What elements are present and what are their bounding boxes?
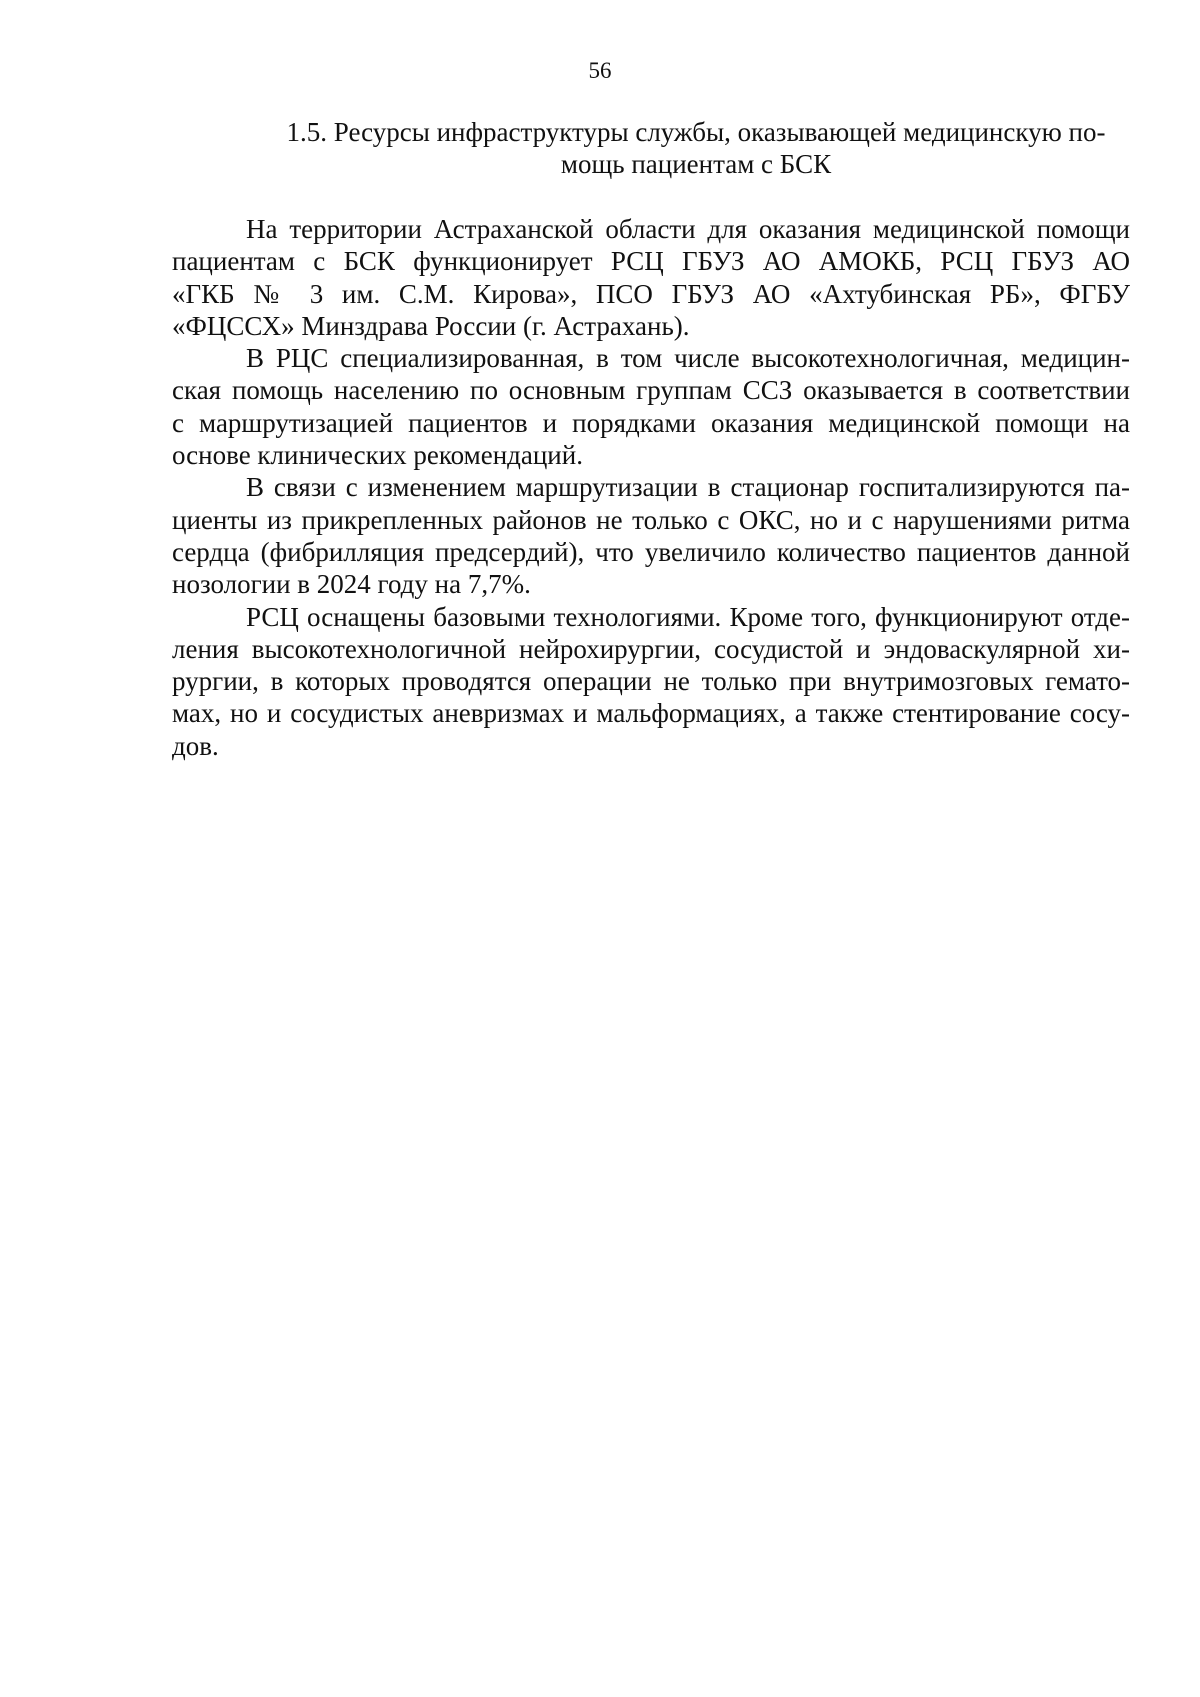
text-line: с маршрутизацией пациентов и порядками оказания медицинской помощи на <box>172 407 1130 438</box>
paragraph <box>172 213 1130 342</box>
text-line: нозологии в 2024 году на 7,7%. <box>172 569 531 600</box>
text-line: ления высокотехнологичной нейрохирургии, сосудистой и эндоваскулярной хи- <box>172 633 1130 664</box>
text-line: рургии, в которых проводятся операции не только при внутримозговых гемато- <box>172 666 1130 697</box>
section-heading-line: 1.5. Ресурсы инфраструктуры службы, оказывающей медицинскую по- <box>286 117 1106 147</box>
text-line: «ГКБ № 3 им. С.М. Кирова», ПСО ГБУЗ АО «Ахтубинская РБ», ФГБУ <box>172 278 1130 309</box>
text-line: циенты из прикрепленных районов не только с ОКС, но и с нарушениями ритма <box>172 504 1130 535</box>
text-line: ская помощь населению по основным группам ССЗ оказывается в соответствии <box>172 375 1130 406</box>
text-line: основе клинических рекомендаций. <box>172 440 583 471</box>
text-line: На территории Астраханской области для оказания медицинской помощи <box>246 214 1130 244</box>
text-line: дов. <box>172 730 219 761</box>
text-line: РСЦ оснащены базовыми технологиями. Кроме того, функционируют отде- <box>246 601 1130 632</box>
paragraph <box>172 601 1130 762</box>
page-number: 56 <box>588 58 612 83</box>
section-heading-line: мощь пациентам с БСК <box>560 149 832 179</box>
text-line: В РЦС специализированная, в том числе высокотехнологичная, медицин- <box>246 343 1130 374</box>
paragraph <box>172 342 1130 471</box>
text-line: сердца (фибрилляция предсердий), что увеличило количество пациентов данной <box>172 536 1130 567</box>
text-line: «ФЦССХ» Минздрава России (г. Астрахань). <box>172 310 690 341</box>
section-heading <box>262 116 1130 180</box>
paragraph <box>172 471 1130 600</box>
text-line: пациентам с БСК функционирует РСЦ ГБУЗ АО АМОКБ, РСЦ ГБУЗ АО <box>172 246 1130 277</box>
text-line: В связи с изменением маршрутизации в стационар госпитализируются па- <box>246 472 1130 503</box>
text-line: мах, но и сосудистых аневризмах и мальформациях, а также стентирование сосу- <box>172 698 1130 729</box>
body-text <box>172 213 1130 762</box>
